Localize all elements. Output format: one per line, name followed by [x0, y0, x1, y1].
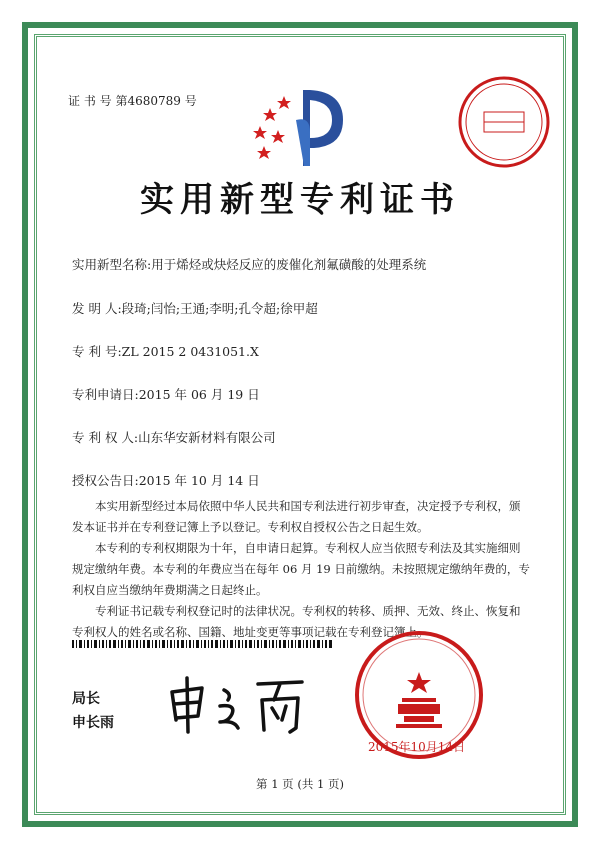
grant-date-row: [72, 471, 260, 489]
cnipa-logo-icon: [248, 80, 358, 170]
patentee-value: 山东华安新材料有限公司: [138, 430, 276, 445]
tax-seal-icon: [456, 74, 552, 170]
director-title: 局长: [72, 691, 100, 707]
patentee-label: 专 利 权 人:: [72, 430, 139, 445]
body-paragraph-2: 本专利的专利权期限为十年，自申请日起算。专利权人应当依照专利法及其实施细则规定缴纳年费。本专利的年费应当在每年 06 月 19 日前缴纳。未按照规定缴纳年费的，专利权自应当缴纳年费期满之日起终止。: [72, 541, 530, 597]
inventor-label: 发 明 人:: [72, 301, 122, 316]
utility-model-name-label: 实用新型名称:: [72, 257, 152, 272]
utility-model-name-value: 用于烯烃或炔烃反应的废催化剂氟磺酸的处理系统: [151, 257, 427, 272]
grant-date-value: 2015 年 10 月 14 日: [138, 473, 260, 488]
filing-date-value: 2015 年 06 月 19 日: [138, 387, 260, 402]
certificate-number: 证 书 号 第4680789 号: [68, 94, 197, 108]
patentee-row: [72, 428, 276, 446]
utility-model-name-row: [72, 255, 426, 273]
inventor-row: [72, 299, 318, 317]
certificate-title: 实用新型专利证书: [140, 180, 460, 220]
patent-number-label: 专 利 号:: [72, 344, 122, 359]
certificate-body: [72, 496, 530, 643]
filing-date-label: 专利申请日:: [72, 387, 139, 402]
seal-issue-date: 2015年10月14日: [368, 740, 466, 754]
grant-date-label: 授权公告日:: [72, 473, 139, 488]
inventor-value: 段琦;闫怡;王通;李明;孔令超;徐甲超: [121, 301, 318, 316]
page-number: 第 1 页 (共 1 页): [256, 777, 344, 791]
patent-number-value: ZL 2015 2 0431051.X: [121, 344, 259, 359]
filing-date-row: [72, 385, 260, 403]
body-paragraph-1: 本实用新型经过本局依照中华人民共和国专利法进行初步审查，决定授予专利权，颁发本证书并在专利登记簿上予以登记。专利权自授权公告之日起生效。: [72, 499, 521, 534]
director-name: 申长雨: [72, 715, 114, 731]
barcode-icon: [72, 640, 332, 648]
patent-number-row: [72, 342, 259, 360]
signature-icon: [162, 670, 312, 740]
body-paragraph-3: 专利证书记载专利权登记时的法律状况。专利权的转移、质押、无效、终止、恢复和专利权人的姓名或名称、国籍、地址变更等事项记载在专利登记簿上。: [72, 604, 521, 639]
